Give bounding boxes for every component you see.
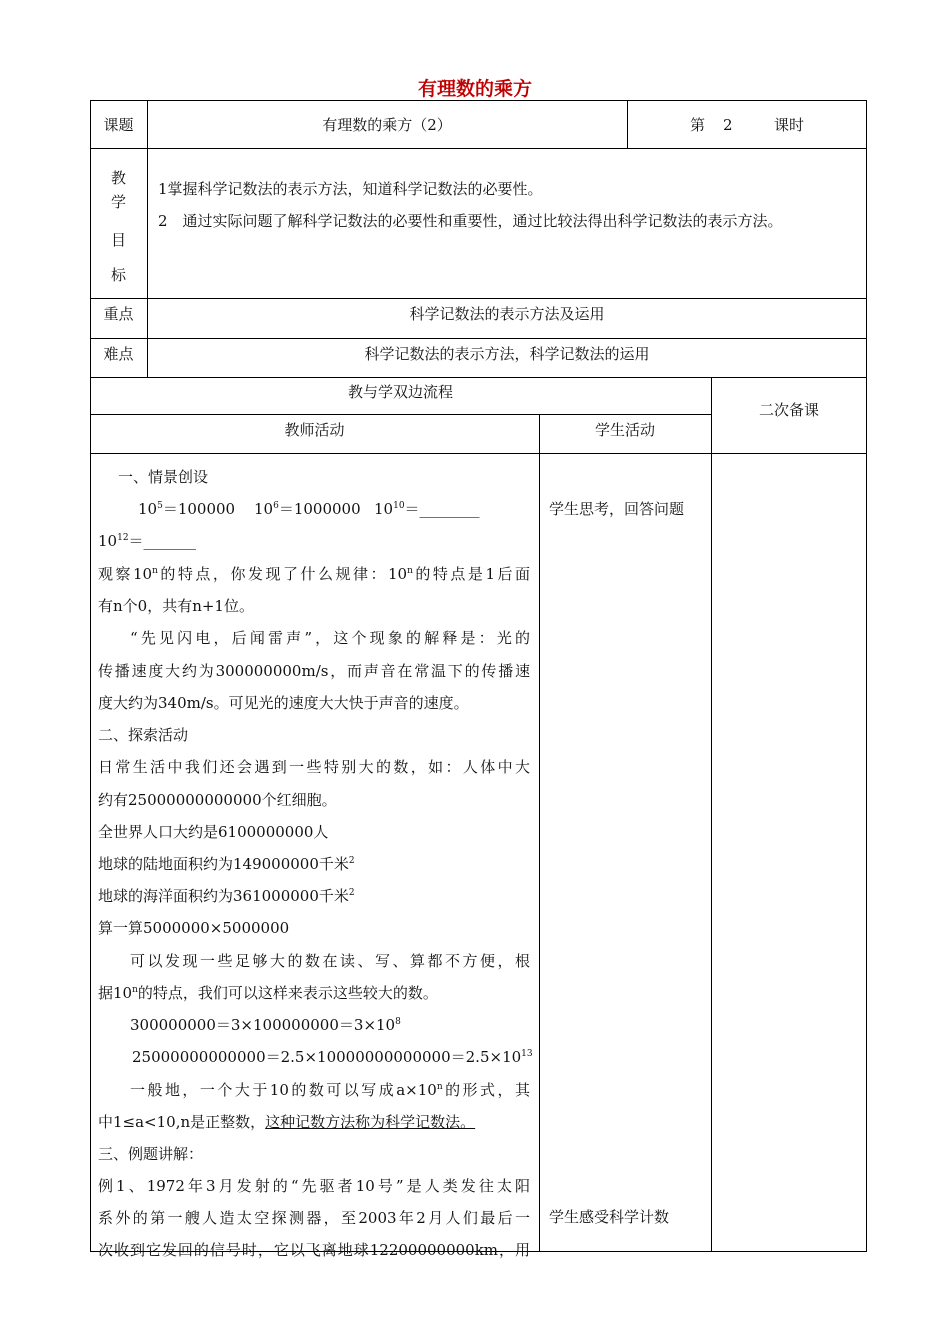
power-blank: $10^{10}=\_\_\_\_\_\_\_\_$ [374, 500, 480, 518]
column-divider [539, 414, 540, 1252]
light-paragraph: 度大约为340m/s。可见光的速度大大快于声音的速度。 [98, 694, 469, 712]
row-divider [90, 453, 867, 454]
section-heading: 一、情景创设 [118, 468, 209, 486]
table-border-right [866, 100, 867, 1252]
column-divider [711, 377, 712, 1252]
period-prefix: 第 [690, 116, 706, 134]
light-paragraph: “先见闪电，后闻雷声”，这个现象的解释是：光的 [130, 629, 530, 647]
power-example: $10^6=1000000$ [254, 500, 361, 518]
population-line: 全世界人口大约是6100000000人 [98, 823, 329, 841]
lesson-plan-table [90, 100, 867, 1259]
calc-line: 算一算5000000×5000000 [98, 919, 290, 937]
column-divider [627, 100, 628, 148]
topic-label: 课题 [103, 116, 134, 134]
example-paragraph: 次收到它发回的信号时，它以飞离地球12200000000km，用 [98, 1241, 530, 1259]
example-paragraph: 例1、1972年3月发射的“先驱者10号”是人类发往太阳 [98, 1177, 530, 1195]
objectives-label-char: 标 [110, 266, 126, 284]
observation-line: 观察10$^n$的特点，你发现了什么规律：10$^n$的特点是1后面 [98, 565, 531, 583]
section-heading: 三、例题讲解： [98, 1145, 204, 1163]
power-blank: $10^{12}=\_\_\_\_\_\_\_$ [98, 532, 197, 550]
ocean-area-line: 地球的海洋面积约为361000000千米$^2$ [98, 887, 355, 905]
row-divider [90, 338, 867, 339]
period-suffix: 课时 [774, 116, 805, 134]
table-border-top [90, 100, 867, 101]
section-heading: 二、探索活动 [98, 726, 189, 744]
objective-item: 1掌握科学记数法的表示方法，知道科学记数法的必要性。 [158, 180, 543, 198]
objective-item: 2 通过实际问题了解科学记数法的必要性和重要性，通过比较法得出科学记数法的表示方法。 [158, 212, 783, 230]
student-note: 学生感受科学计数 [549, 1208, 670, 1226]
second-prep-header: 二次备课 [758, 401, 819, 419]
objectives-label-char: 目 [110, 231, 126, 249]
land-area-line: 地球的陆地面积约为149000000千米$^2$ [98, 855, 355, 873]
definition-paragraph: 中1≤a<10,n是正整数，这种记数方法称为科学记数法。 [98, 1113, 476, 1131]
light-paragraph: 传播速度大约为300000000m/s，而声音在常温下的传播速 [98, 662, 530, 680]
objectives-label-char: 学 [110, 193, 126, 211]
inconvenience-paragraph: 可以发现一些足够大的数在读、写、算都不方便，根 [130, 952, 530, 970]
row-divider [90, 148, 867, 149]
definition-paragraph: 一般地，一个大于10的数可以写成$a\times 10^n$的形式，其 [130, 1081, 530, 1099]
difficulty-label: 难点 [103, 345, 134, 363]
daily-paragraph: 日常生活中我们还会遇到一些特别大的数，如：人体中大 [98, 758, 530, 776]
observation-line: 有n个0，共有n+1位。 [98, 597, 254, 615]
row-divider [90, 298, 867, 299]
row-divider [90, 377, 867, 378]
inconvenience-paragraph: 据10$^n$的特点，我们可以这样来表示这些较大的数。 [98, 984, 438, 1002]
teacher-activity-header: 教师活动 [284, 421, 345, 439]
page-title: 有理数的乘方 [417, 78, 532, 100]
column-divider [147, 100, 148, 377]
row-divider [90, 414, 711, 415]
flow-header: 教与学双边流程 [347, 383, 453, 401]
sci-notation-example: $300000000=3\times 100000000=3\times 10^8$ [130, 1016, 401, 1034]
daily-paragraph: 约有25000000000000个红细胞。 [98, 791, 337, 809]
period-number: 2 [723, 116, 733, 134]
definition-underlined: 这种记数方法称为科学记数法。 [265, 1113, 476, 1131]
student-note: 学生思考，回答问题 [549, 500, 685, 518]
power-example: $10^5=100000$ [138, 500, 236, 518]
example-paragraph: 系外的第一艘人造太空探测器，至2003年2月人们最后一 [98, 1209, 530, 1227]
topic-value: 有理数的乘方（2） [322, 116, 452, 134]
objectives-label-char: 教 [110, 169, 126, 187]
student-activity-header: 学生活动 [594, 421, 655, 439]
key-point-label: 重点 [103, 305, 134, 323]
sci-notation-example: $25000000000000=2.5\times 10000000000000=2.5\times 10^{13}$ [132, 1048, 533, 1066]
difficulty-text: 科学记数法的表示方法，科学记数法的运用 [364, 345, 650, 363]
key-point-text: 科学记数法的表示方法及运用 [409, 305, 605, 323]
